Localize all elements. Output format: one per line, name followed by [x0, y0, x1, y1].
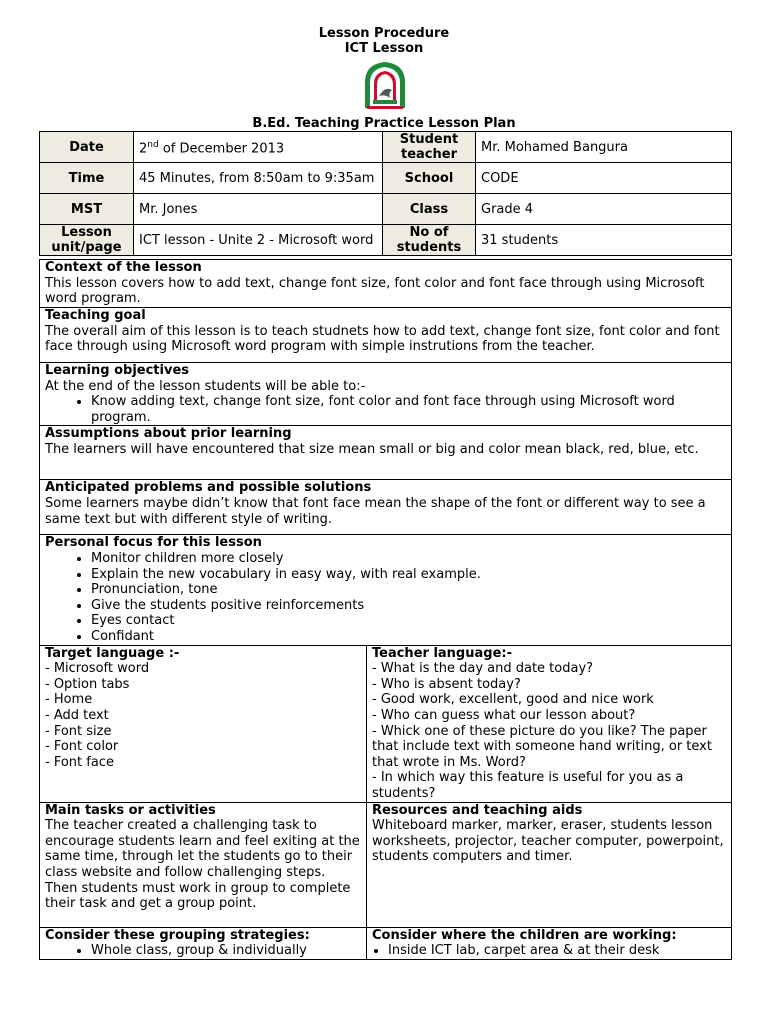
list-item: - Home — [45, 692, 93, 708]
list-item: - In which way this feature is useful for you as a students? — [372, 770, 684, 801]
context-title: Context of the lesson — [45, 260, 202, 275]
problems-section — [40, 480, 732, 535]
doc-heading-procedure: Lesson Procedure — [318, 26, 450, 41]
working-area-section — [367, 927, 732, 959]
date-rest: of December 2013 — [158, 141, 285, 157]
table-row — [40, 132, 732, 163]
table-row — [40, 927, 732, 959]
list-item: - Option tabs — [45, 676, 130, 692]
problems-text: Some learners maybe didn’t know that font face mean the shape of the font or different way to see a same text but with different style of writing. — [45, 495, 706, 527]
date-value — [134, 132, 383, 163]
grouping-title: Consider these grouping strategies: — [45, 927, 310, 943]
lesson-plan-title: B.Ed. Teaching Practice Lesson Plan — [252, 116, 516, 131]
list-item: - Font color — [45, 739, 119, 755]
school-label: School — [383, 163, 476, 194]
list-item: - What is the day and date today? — [372, 661, 594, 677]
table-row — [40, 535, 732, 645]
main-tasks-section — [40, 802, 367, 927]
table-row — [40, 480, 732, 535]
list-item: - Who is absent today? — [372, 676, 521, 692]
target-language-section — [40, 645, 367, 802]
table-row — [40, 308, 732, 363]
table-row — [40, 802, 732, 927]
lesson-unit-label: Lesson unit/page — [40, 225, 134, 256]
student-teacher-label: Student teacher — [383, 132, 476, 163]
table-row — [40, 163, 732, 194]
resources-section — [367, 802, 732, 927]
goal-text: The overall aim of this lesson is to teach studnets how to add text, change font size, font color and font face through using Microsoft word program with simple instrutions from the teacher. — [45, 323, 720, 355]
grouping-section — [40, 927, 367, 959]
list-item: - Whick one of these picture do you like? The paper that include text with someone hand writing, or text that wrote in Ms. Word? — [372, 723, 712, 770]
lesson-details-table — [39, 259, 732, 960]
table-row — [40, 426, 732, 480]
list-item: - Font size — [45, 723, 112, 739]
main-tasks-text: The teacher created a challenging task to encourage students learn and feel exiting at the same time, through let the students go to their class website and follow challenging steps. Then students must work in group to complete their task and get a group point. — [45, 818, 360, 912]
focus-title: Personal focus for this lesson — [45, 535, 262, 551]
time-value: 45 Minutes, from 8:50am to 9:35am — [134, 163, 383, 194]
list-item: • Monitor children more closely — [91, 551, 726, 567]
list-item: - Good work, excellent, good and nice work — [372, 692, 654, 708]
goal-section — [40, 308, 732, 363]
list-item: • Inside ICT lab, carpet area & at their desk — [388, 943, 726, 959]
resources-text: Whiteboard marker, marker, eraser, students lesson worksheets, projector, teacher computer, powerpoint, students computers and timer. — [372, 818, 724, 865]
focus-section — [40, 535, 732, 645]
objectives-intro: At the end of the lesson students will be able to:- — [45, 378, 366, 394]
assumptions-text: The learners will have encountered that size mean small or big and color mean black, red, blue, etc. — [45, 441, 699, 457]
objectives-title: Learning objectives — [45, 363, 189, 378]
list-item: • Give the students positive reinforcements — [91, 598, 726, 614]
table-row — [40, 645, 732, 802]
list-item: • Eyes contact — [91, 613, 726, 629]
lesson-info-table — [39, 131, 732, 256]
teacher-language-title: Teacher language:- — [372, 645, 512, 661]
objectives-section — [40, 363, 732, 426]
list-item: - Who can guess what our lesson about? — [372, 707, 636, 723]
main-tasks-title: Main tasks or activities — [45, 802, 216, 818]
date-label: Date — [40, 132, 134, 163]
problems-title: Anticipated problems and possible solutions — [45, 480, 372, 496]
context-section — [40, 260, 732, 308]
target-language-title: Target language :- — [45, 645, 180, 661]
list-item: • Explain the new vocabulary in easy way, with real example. — [91, 567, 726, 583]
focus-list — [45, 551, 726, 645]
list-item: • Pronunciation, tone — [91, 582, 726, 598]
school-value: CODE — [476, 163, 732, 194]
class-value: Grade 4 — [476, 194, 732, 225]
assumptions-title: Assumptions about prior learning — [45, 426, 292, 442]
lesson-unit-value: ICT lesson - Unite 2 - Microsoft word — [134, 225, 383, 256]
working-area-list — [372, 943, 726, 959]
assumptions-section — [40, 426, 732, 480]
table-row — [40, 260, 732, 308]
students-count-value: 31 students — [476, 225, 732, 256]
time-label: Time — [40, 163, 134, 194]
university-logo-icon — [359, 60, 411, 112]
list-item: - Font face — [45, 754, 114, 770]
list-item: - Microsoft word — [45, 661, 150, 677]
table-row — [40, 194, 732, 225]
table-row — [40, 225, 732, 256]
context-text: This lesson covers how to add text, change font size, font color and font face through using Microsoft word program. — [45, 275, 705, 307]
grouping-list — [45, 943, 361, 959]
objectives-list — [45, 394, 726, 425]
doc-heading-ict: ICT Lesson — [344, 41, 424, 56]
list-item: • Know adding text, change font size, font color and font face through using Microsoft word program. — [91, 394, 726, 425]
class-label: Class — [383, 194, 476, 225]
student-teacher-value: Mr. Mohamed Bangura — [476, 132, 732, 163]
list-item: - Add text — [45, 707, 109, 723]
date-suffix: nd — [147, 139, 159, 150]
goal-title: Teaching goal — [45, 308, 146, 323]
list-item: • Whole class, group & individually — [91, 943, 361, 959]
date-day: 2 — [139, 141, 148, 157]
resources-title: Resources and teaching aids — [372, 802, 583, 818]
table-row — [40, 363, 732, 426]
list-item: • Confidant — [91, 629, 726, 645]
students-count-label: No of students — [383, 225, 476, 256]
working-area-title: Consider where the children are working: — [372, 927, 677, 943]
mst-label: MST — [40, 194, 134, 225]
teacher-language-section — [367, 645, 732, 802]
mst-value: Mr. Jones — [134, 194, 383, 225]
